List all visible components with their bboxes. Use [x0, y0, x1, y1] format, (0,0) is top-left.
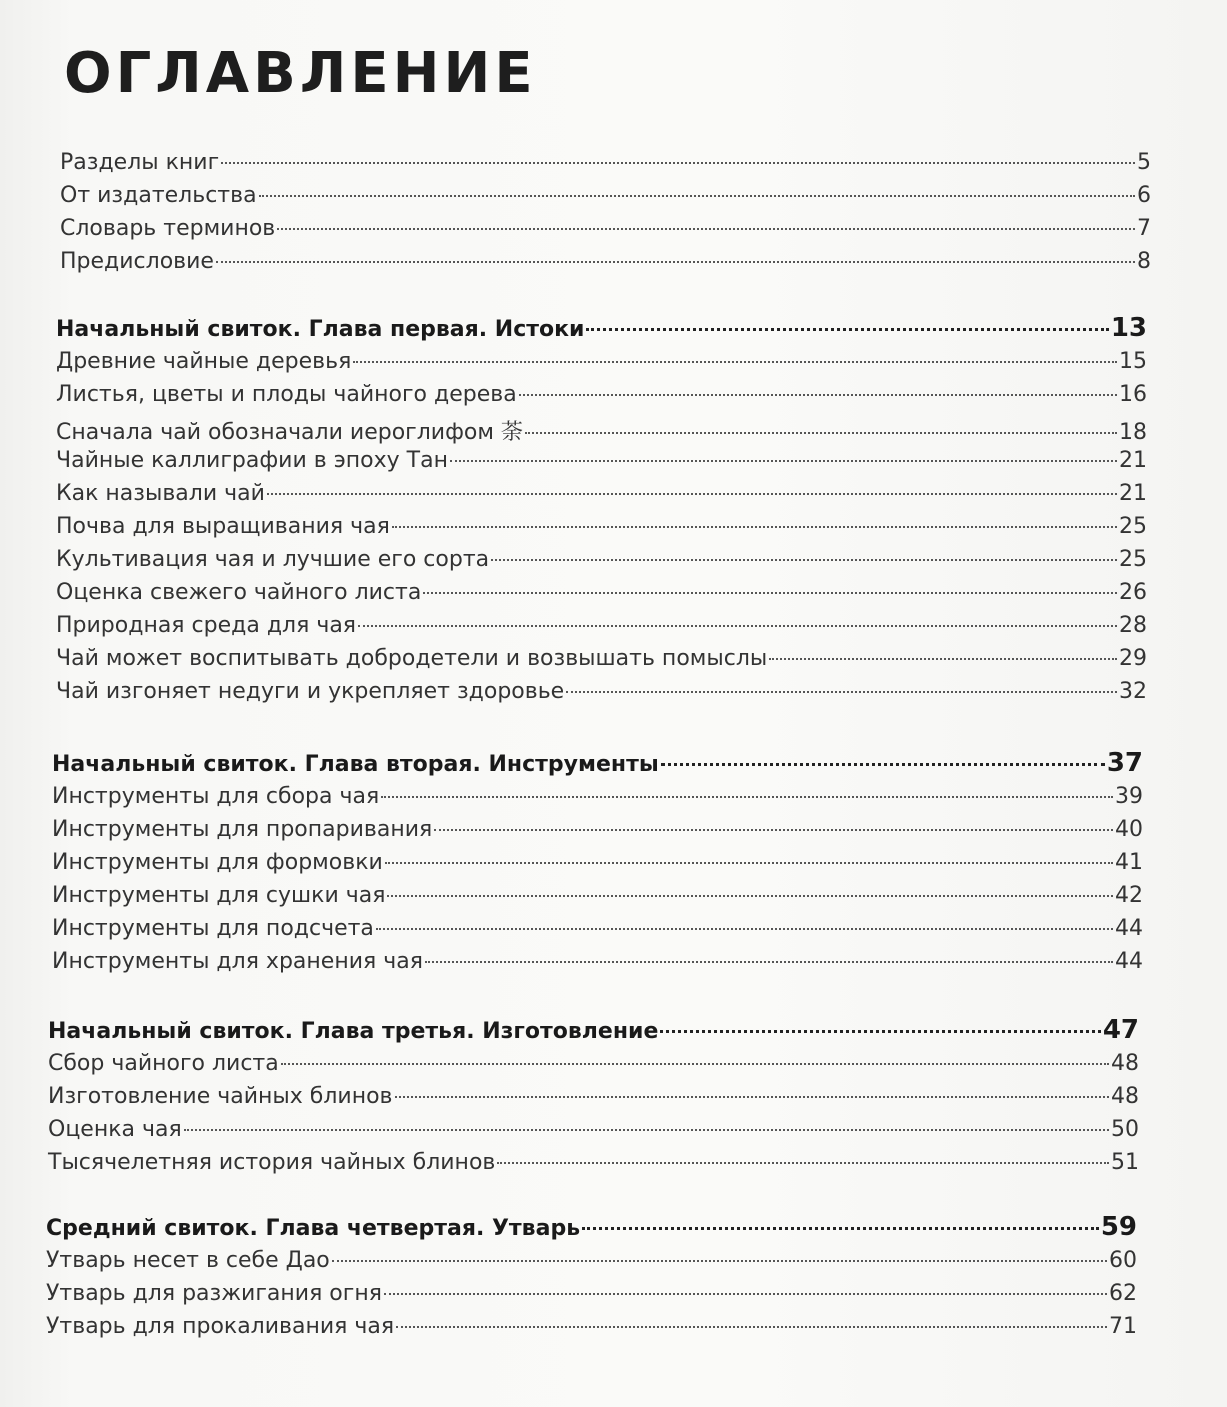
chapter-section — [0, 1212, 1227, 1347]
chapter-heading-page: 59 — [1100, 1212, 1137, 1242]
toc-entry-label: Чайные каллиграфии в эпоху Тан — [56, 448, 448, 473]
leader-dots — [423, 592, 1117, 594]
toc-entry-label: Инструменты для подсчета — [52, 916, 374, 941]
chapter-heading-page: 47 — [1102, 1015, 1139, 1045]
toc-entry-page: 7 — [1137, 216, 1151, 241]
toc-entry[interactable] — [56, 613, 1147, 646]
leader-dots — [384, 1293, 1107, 1295]
leader-dots — [582, 1227, 1099, 1230]
toc-entry-page: 16 — [1119, 382, 1147, 407]
chapter-heading[interactable] — [48, 1015, 1139, 1051]
toc-entry-page: 48 — [1111, 1084, 1139, 1109]
toc-entry-page: 51 — [1111, 1150, 1139, 1175]
toc-entry-page: 26 — [1119, 580, 1147, 605]
leader-dots — [385, 862, 1113, 864]
toc-entry[interactable] — [46, 1248, 1137, 1281]
leader-dots — [497, 1162, 1109, 1164]
toc-entry[interactable] — [46, 1281, 1137, 1314]
leader-dots — [392, 526, 1117, 528]
chapter-section — [0, 1015, 1227, 1183]
chapter-heading-page: 37 — [1106, 748, 1143, 778]
toc-entry[interactable] — [52, 784, 1143, 817]
toc-entry-label: Инструменты для сбора чая — [52, 784, 380, 809]
chapter-heading-label: Начальный свиток. Глава первая. Истоки — [56, 317, 585, 342]
toc-entry-page: 44 — [1115, 916, 1143, 941]
toc-entry-page: 5 — [1137, 150, 1151, 175]
leader-dots — [769, 658, 1117, 660]
chapter-heading-label: Средний свиток. Глава четвертая. Утварь — [46, 1216, 581, 1241]
toc-entry[interactable] — [48, 1150, 1139, 1183]
toc-entry-page: 44 — [1115, 949, 1143, 974]
leader-dots — [184, 1129, 1109, 1131]
chapter-heading[interactable] — [52, 748, 1143, 784]
toc-entry[interactable] — [60, 183, 1151, 216]
toc-entry-label: Как называли чай — [56, 481, 265, 506]
leader-dots — [381, 796, 1113, 798]
toc-entry-label: Предисловие — [60, 249, 214, 274]
leader-dots — [221, 162, 1135, 164]
toc-entry-label: Словарь терминов — [60, 216, 276, 241]
toc-entry[interactable] — [48, 1084, 1139, 1117]
toc-entry-page: 29 — [1119, 646, 1147, 671]
leader-dots — [434, 829, 1113, 831]
leader-dots — [661, 763, 1105, 766]
leader-dots — [450, 460, 1117, 462]
toc-entry[interactable] — [52, 883, 1143, 916]
toc-entry-label: Утварь несет в себе Дао — [46, 1248, 330, 1273]
toc-entry[interactable] — [60, 216, 1151, 249]
toc-entry-label: Инструменты для пропаривания — [52, 817, 433, 842]
toc-entry-page: 39 — [1115, 784, 1143, 809]
toc-entry-page: 28 — [1119, 613, 1147, 638]
leader-dots — [358, 625, 1117, 627]
toc-entry[interactable] — [60, 150, 1151, 183]
toc-entry-label: Древние чайные деревья — [56, 349, 352, 374]
toc-entry[interactable] — [56, 448, 1147, 481]
toc-entry-page: 50 — [1111, 1117, 1139, 1142]
leader-dots — [525, 432, 1117, 434]
toc-entry[interactable] — [60, 249, 1151, 282]
toc-entry-label: Почва для выращивания чая — [56, 514, 390, 539]
toc-entry[interactable] — [56, 580, 1147, 613]
chapter-heading-label: Начальный свиток. Глава вторая. Инструменты — [52, 752, 659, 777]
toc-entry-page: 60 — [1109, 1248, 1137, 1273]
leader-dots — [216, 261, 1135, 263]
chapter-heading[interactable] — [46, 1212, 1137, 1248]
leader-dots — [267, 493, 1117, 495]
toc-entry-label: Инструменты для формовки — [52, 850, 383, 875]
leader-dots — [277, 228, 1135, 230]
toc-entry[interactable] — [48, 1117, 1139, 1150]
chapter-heading-label: Начальный свиток. Глава третья. Изготовление — [48, 1019, 659, 1044]
chapter-heading[interactable] — [56, 313, 1147, 349]
toc-entry-label: Тысячелетняя история чайных блинов — [48, 1150, 496, 1175]
toc-entry-label: Чай изгоняет недуги и укрепляет здоровье — [56, 679, 565, 704]
toc-entry-label: Листья, цветы и плоды чайного дерева — [56, 382, 517, 407]
chapter-section — [0, 313, 1227, 712]
toc-entry[interactable] — [46, 1314, 1137, 1347]
page-title: ОГЛАВЛЕНИЕ — [64, 41, 537, 106]
toc-entry[interactable] — [56, 646, 1147, 679]
toc-entry-page: 42 — [1115, 883, 1143, 908]
leader-dots — [376, 928, 1113, 930]
leader-dots — [353, 361, 1117, 363]
leader-dots — [425, 961, 1113, 963]
toc-entry-page: 48 — [1111, 1051, 1139, 1076]
toc-entry-label: Оценка свежего чайного листа — [56, 580, 422, 605]
leader-dots — [519, 394, 1117, 396]
toc-entry-page: 40 — [1115, 817, 1143, 842]
leader-dots — [566, 691, 1117, 693]
toc-entry-label: Оценка чая — [48, 1117, 182, 1142]
leader-dots — [396, 1326, 1107, 1328]
toc-entry[interactable] — [56, 349, 1147, 382]
toc-entry-label: Чай может воспитывать добродетели и возвышать помыслы — [56, 646, 768, 671]
leader-dots — [586, 328, 1108, 331]
front-matter-section — [0, 150, 1227, 282]
toc-entry-page: 62 — [1109, 1281, 1137, 1306]
toc-entry-page: 32 — [1119, 679, 1147, 704]
toc-entry-label: Утварь для прокаливания чая — [46, 1314, 395, 1339]
toc-entry[interactable] — [56, 514, 1147, 547]
toc-entry-label: Утварь для разжигания огня — [46, 1281, 382, 1306]
toc-entry[interactable] — [56, 382, 1147, 415]
chapter-heading-page: 13 — [1110, 313, 1147, 343]
leader-dots — [332, 1260, 1107, 1262]
toc-entry-page: 25 — [1119, 547, 1147, 572]
toc-entry-label: Разделы книг — [60, 150, 220, 175]
leader-dots — [660, 1030, 1100, 1033]
toc-entry-label: Сначала чай обозначали иероглифом 荼 — [56, 420, 523, 445]
toc-entry-page: 71 — [1109, 1314, 1137, 1339]
chapter-section — [0, 748, 1227, 982]
toc-entry[interactable] — [52, 850, 1143, 883]
toc-entry-page: 6 — [1137, 183, 1151, 208]
toc-entry-page: 15 — [1119, 349, 1147, 374]
toc-entry-label: Сбор чайного листа — [48, 1051, 279, 1076]
toc-entry-label: Культивация чая и лучшие его сорта — [56, 547, 490, 572]
toc-entry[interactable] — [56, 547, 1147, 580]
toc-entry[interactable] — [56, 415, 1147, 448]
leader-dots — [491, 559, 1117, 561]
toc-entry-page: 8 — [1137, 249, 1151, 274]
toc-entry[interactable] — [48, 1051, 1139, 1084]
toc-entry-label: От издательства — [60, 183, 257, 208]
toc-entry-page: 41 — [1115, 850, 1143, 875]
toc-entry-label: Природная среда для чая — [56, 613, 357, 638]
toc-entry-page: 18 — [1119, 420, 1147, 445]
toc-entry-label: Инструменты для сушки чая — [52, 883, 386, 908]
toc-entry[interactable] — [52, 916, 1143, 949]
leader-dots — [281, 1063, 1109, 1065]
leader-dots — [259, 195, 1135, 197]
toc-entry-page: 21 — [1119, 448, 1147, 473]
toc-entry[interactable] — [56, 481, 1147, 514]
toc-entry[interactable] — [52, 817, 1143, 850]
toc-entry-label: Инструменты для хранения чая — [52, 949, 423, 974]
toc-entry[interactable] — [52, 949, 1143, 982]
toc-entry-label: Изготовление чайных блинов — [48, 1084, 393, 1109]
toc-entry-page: 21 — [1119, 481, 1147, 506]
leader-dots — [395, 1096, 1109, 1098]
leader-dots — [387, 895, 1113, 897]
toc-entry-page: 25 — [1119, 514, 1147, 539]
toc-entry[interactable] — [56, 679, 1147, 712]
